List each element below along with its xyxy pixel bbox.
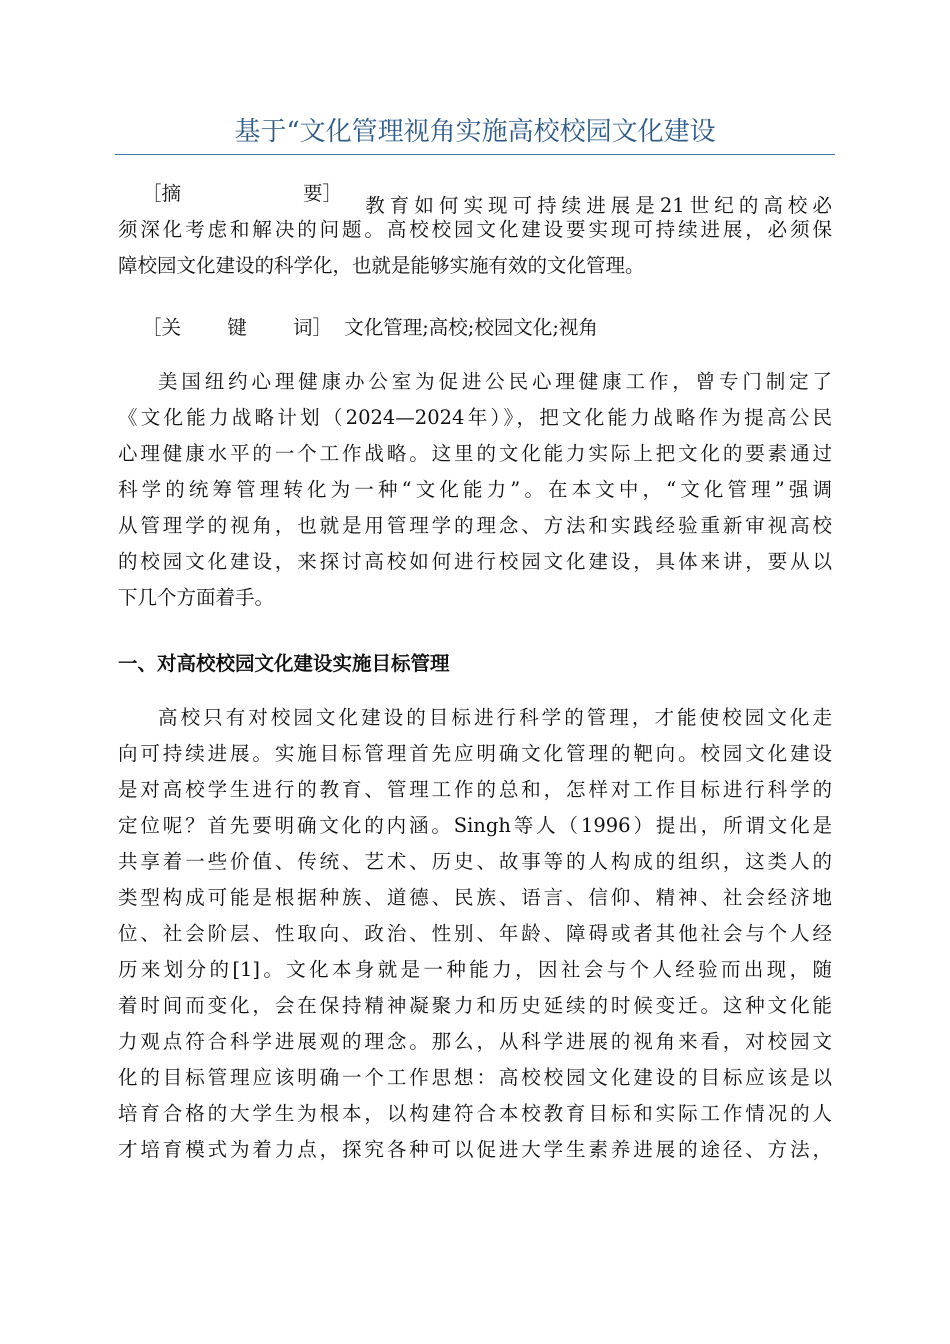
abstract-line <box>118 176 832 217</box>
section-heading: 一、对高校校园文化建设实施目标管理 <box>118 652 450 675</box>
document-title: 基于“文化管理视角实施高校校园文化建设 <box>234 117 716 147</box>
intro-line: 的校园文化建设，来探讨高校如何进行校园文化建设，具体来讲，要从以 <box>118 550 832 573</box>
section-line: 化的目标管理应该明确一个工作思想：高校校园文化建设的目标应该是以 <box>118 1066 832 1089</box>
section-line: 培育合格的大学生为根本，以构建符合本校教育目标和实际工作情况的人 <box>118 1102 832 1125</box>
abstract-label <box>142 176 342 212</box>
section-line: 向可持续进展。实施目标管理首先应明确文化管理的靶向。校园文化建设 <box>118 742 832 765</box>
abstract-label-right: 要］ <box>302 182 342 205</box>
intro-paragraph <box>118 364 832 616</box>
abstract-text: 教育如何实现可持续进展是21世纪的高校必 <box>365 194 832 217</box>
keywords-label <box>142 310 332 346</box>
section-line: 着时间而变化，会在保持精神凝聚力和历史延续的时候变迁。这种文化能 <box>118 994 832 1017</box>
intro-line: 心理健康水平的一个工作战略。这里的文化能力实际上把文化的要素通过 <box>118 442 832 465</box>
keywords-label-part: 词］ <box>292 316 332 339</box>
section-line: 定位呢？首先要明确文化的内涵。Singh等人（1996）提出，所谓文化是 <box>118 814 832 837</box>
intro-line: 下几个方面着手。 <box>118 586 275 609</box>
section-line: 历来划分的[1]。文化本身就是一种能力，因社会与个人经验而出现，随 <box>118 958 832 981</box>
keywords-text: 文化管理;高校;校园文化;视角 <box>344 316 598 339</box>
section-line: 位、社会阶层、性取向、政治、性别、年龄、障碍或者其他社会与个人经 <box>118 922 832 945</box>
abstract-line: 须深化考虑和解决的问题。高校校园文化建设要实现可持续进展，必须保 <box>118 218 832 241</box>
intro-line: 科学的统筹管理转化为一种“文化能力”。在本文中，“文化管理”强调 <box>118 478 832 501</box>
intro-line: 《文化能力战略计划（2024—2024年）》，把文化能力战略作为提高公民 <box>118 406 832 429</box>
keywords-label-part: ［关 <box>142 316 182 339</box>
abstract-paragraph <box>118 176 832 284</box>
section-line: 类型构成可能是根据种族、道德、民族、语言、信仰、精神、社会经济地 <box>118 886 832 909</box>
abstract-label-left: ［摘 <box>142 182 182 205</box>
section-paragraph <box>118 700 832 1168</box>
intro-line: 美国纽约心理健康办公室为促进公民心理健康工作，曾专门制定了 <box>158 370 832 393</box>
section-line: 共享着一些价值、传统、艺术、历史、故事等的人构成的组织，这类人的 <box>118 850 832 873</box>
section-line: 力观点符合科学进展观的理念。那么，从科学进展的视角来看，对校园文 <box>118 1030 832 1053</box>
intro-line: 从管理学的视角，也就是用管理学的理念、方法和实践经验重新审视高校 <box>118 514 832 537</box>
keywords-label-part: 键 <box>227 316 247 339</box>
keywords-line <box>118 310 832 346</box>
keywords-paragraph <box>118 310 832 346</box>
section-line: 高校只有对校园文化建设的目标进行科学的管理，才能使校园文化走 <box>158 706 832 729</box>
section-line: 才培育模式为着力点，探究各种可以促进大学生素养进展的途径、方法， <box>118 1138 832 1161</box>
abstract-line: 障校园文化建设的科学化，也就是能够实施有效的文化管理。 <box>118 254 645 277</box>
title-underline <box>115 154 835 155</box>
section-line: 是对高校学生进行的教育、管理工作的总和，怎样对工作目标进行科学的 <box>118 778 832 801</box>
